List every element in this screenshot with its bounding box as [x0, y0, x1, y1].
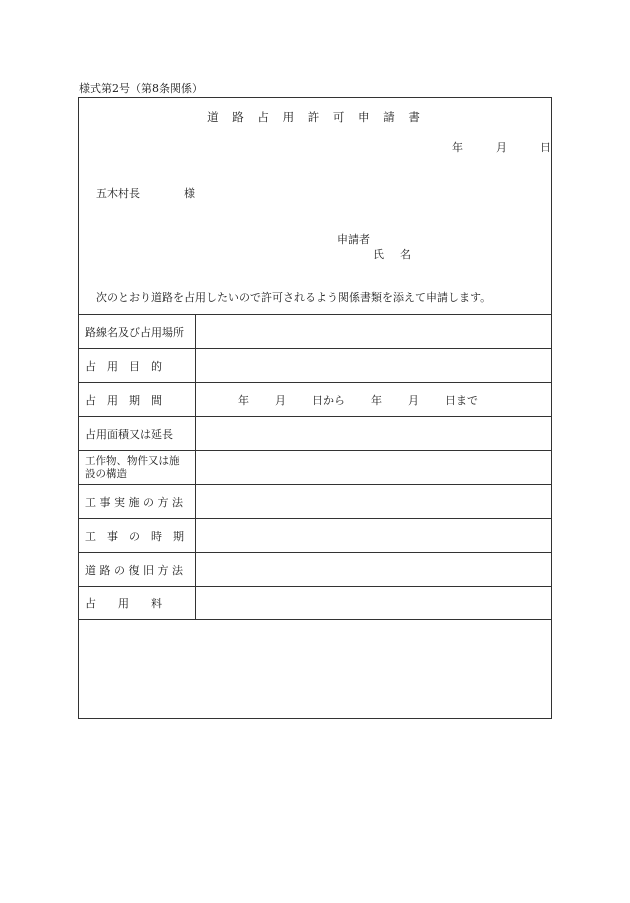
- row-label-construction-method: 工 事 実 施 の 方 法: [79, 485, 196, 518]
- period-month-2: 月: [408, 393, 419, 407]
- row-label-restoration-method: 道 路 の 復 旧 方 法: [79, 553, 196, 586]
- row-label-purpose: 占 用 目 的: [79, 349, 196, 382]
- date-day-label: 日: [540, 141, 551, 154]
- date-year-label: 年: [452, 141, 463, 154]
- table-row: [79, 416, 551, 450]
- period-until: 日まで: [445, 393, 478, 407]
- row-label-fee: 占 用 料: [79, 587, 196, 619]
- period-year-1: 年: [238, 393, 249, 407]
- period-month-1: 月: [275, 393, 286, 407]
- period-from: 日から: [312, 393, 345, 407]
- date-month-label: 月: [496, 141, 507, 154]
- period-year-2: 年: [371, 393, 382, 407]
- applicant-name-label: [373, 246, 411, 262]
- table-row: [79, 382, 551, 416]
- application-statement: 次のとおり道路を占用したいので許可されるよう関係書類を添えて申請します。: [96, 291, 492, 304]
- construction-time-field[interactable]: [196, 519, 551, 552]
- form-title: 道 路 占 用 許 可 申 請 書: [207, 110, 425, 124]
- fee-field[interactable]: [196, 587, 551, 619]
- row-label-period: 占 用 期 間: [79, 383, 196, 416]
- route-location-field[interactable]: [196, 315, 551, 348]
- row-label-area-length: 占用面積又は延長: [79, 417, 196, 450]
- table-row: [79, 518, 551, 552]
- restoration-method-field[interactable]: [196, 553, 551, 586]
- table-row: [79, 484, 551, 518]
- table-row: [79, 586, 551, 620]
- row-label-route-location: 路線名及び占用場所: [79, 315, 196, 348]
- form-table: [79, 314, 551, 620]
- remarks-area[interactable]: [79, 620, 551, 718]
- date-line: [452, 139, 551, 155]
- application-form-frame: [78, 97, 552, 719]
- table-row: [79, 348, 551, 382]
- addressee-line: [96, 185, 195, 201]
- construction-method-field[interactable]: [196, 485, 551, 518]
- form-number-label: 様式第2号（第8条関係）: [79, 82, 203, 95]
- table-row: [79, 314, 551, 348]
- table-row: [79, 552, 551, 586]
- row-label-construction-time: 工 事 の 時 期: [79, 519, 196, 552]
- applicant-label: 申請者: [337, 233, 370, 246]
- addressee-name: 五木村長: [96, 187, 140, 200]
- name-label-part-1: 氏: [373, 248, 384, 261]
- name-label-part-2: 名: [400, 248, 411, 261]
- table-row: [79, 450, 551, 484]
- purpose-field[interactable]: [196, 349, 551, 382]
- structure-field[interactable]: [196, 451, 551, 484]
- period-field[interactable]: [196, 383, 551, 416]
- addressee-honorific: 様: [184, 187, 195, 200]
- row-label-structure: 工作物、物件又は施設の構造: [79, 451, 196, 484]
- area-length-field[interactable]: [196, 417, 551, 450]
